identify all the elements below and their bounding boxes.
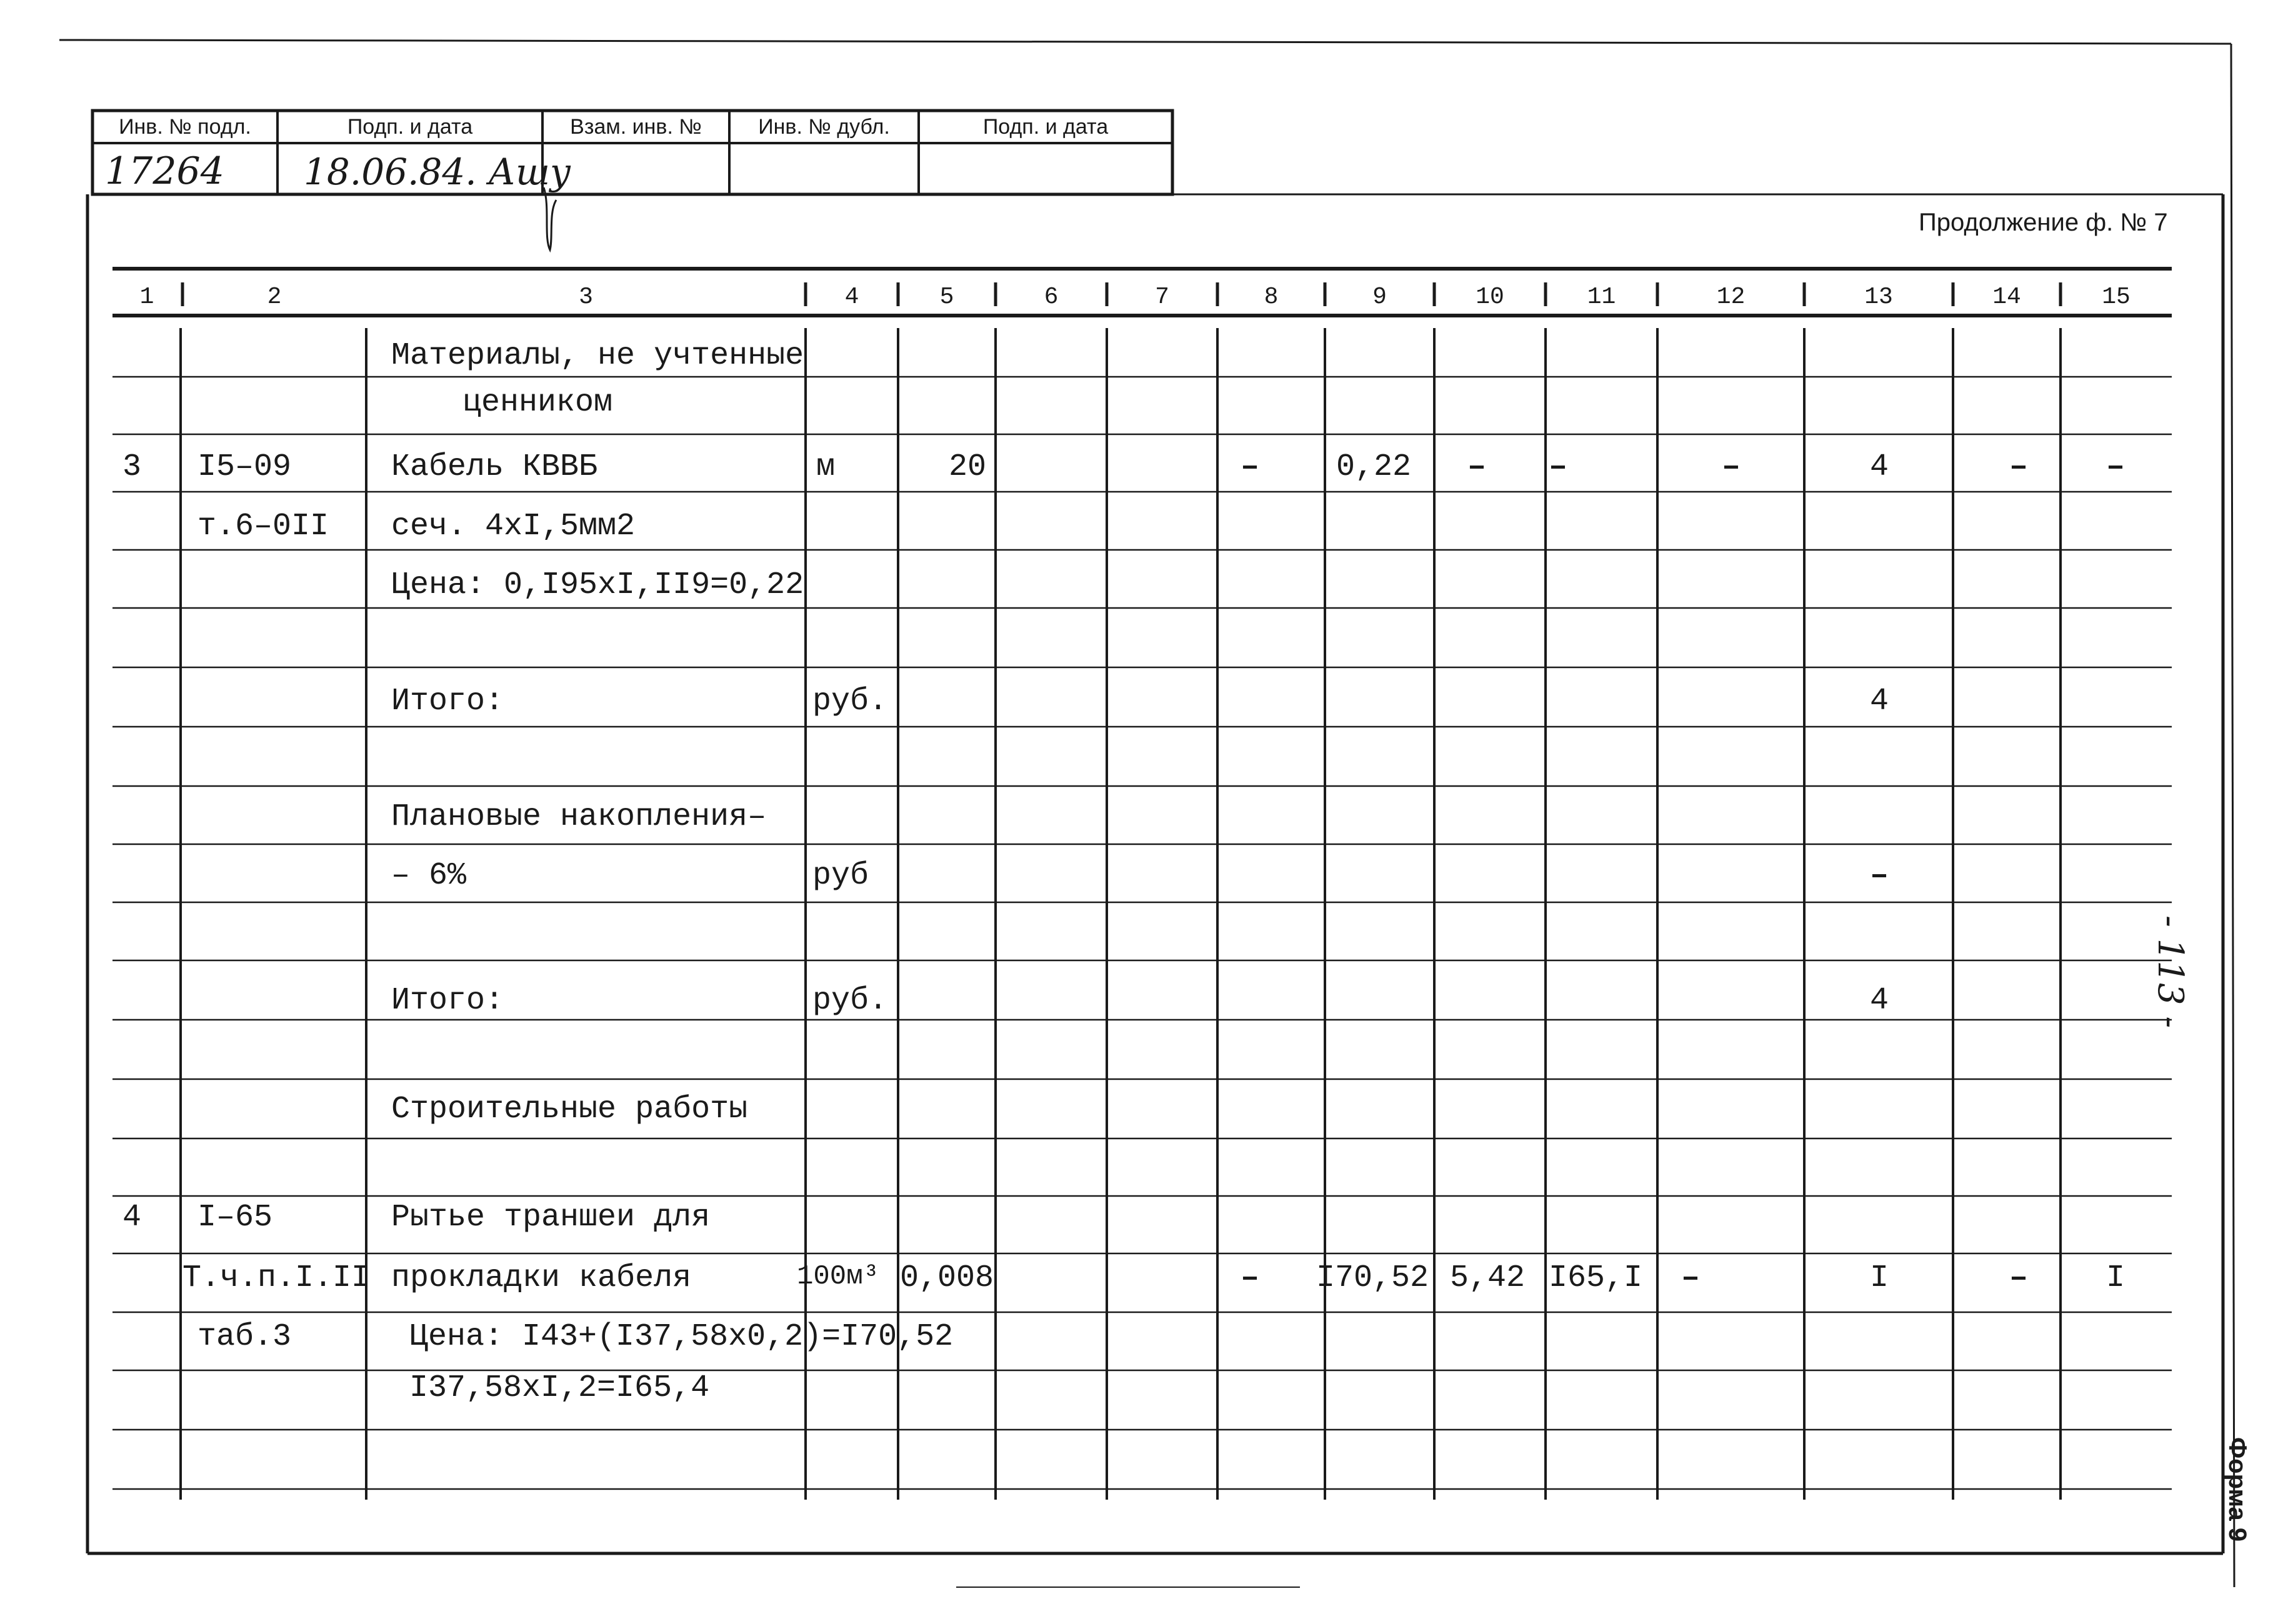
cell-r12-c4: руб.: [812, 983, 888, 1019]
col-header-2: 2: [267, 284, 282, 311]
cell-r9-c3: Плановые накопления–: [391, 799, 767, 835]
cell-r10-c3: – 6%: [391, 858, 467, 894]
cell-r3-c4: м: [816, 449, 836, 485]
col-header-1: 1: [139, 284, 154, 311]
stamp-header-signed-date-2: Подп. и дата: [982, 115, 1109, 139]
continuation-note: Продолжение ф. № 7: [1919, 209, 2168, 236]
col-header-4: 4: [844, 284, 859, 311]
col-header-8: 8: [1264, 284, 1279, 311]
stamp-date-signed: 18.06.84. Ашу: [304, 151, 571, 193]
col-header-14: 14: [1992, 284, 2021, 311]
cell-r3-c9: 0,22: [1336, 449, 1412, 485]
cell-r17-c14: –: [2009, 1260, 2029, 1296]
cell-r12-c13: 4: [1870, 983, 1889, 1019]
cell-r14-c3: Строительные работы: [391, 1092, 748, 1127]
cell-r17-c4: 100м³: [797, 1261, 880, 1292]
cell-r3-c15: –: [2106, 449, 2126, 485]
stamp-header-signed-date: Подп. и дата: [347, 115, 473, 139]
cell-r19-c3: I37,58хI,2=I65,4: [409, 1370, 710, 1406]
cell-r7-c4: руб.: [812, 684, 888, 719]
cell-r16-c2: I–65: [197, 1200, 273, 1235]
col-header-3: 3: [579, 284, 593, 311]
cell-r10-c13: –: [1870, 858, 1889, 894]
col-header-9: 9: [1372, 284, 1387, 311]
cell-r3-c14: –: [2009, 449, 2029, 485]
cell-r7-c13: 4: [1870, 684, 1889, 719]
cell-r3-c1: 3: [122, 449, 142, 485]
cell-r16-c1: 4: [122, 1200, 142, 1235]
col-header-7: 7: [1155, 284, 1169, 311]
cell-r17-c10: 5,42: [1450, 1260, 1526, 1296]
col-header-11: 11: [1587, 284, 1616, 311]
cell-r5-c3: Цена: 0,I95хI,II9=0,22: [391, 567, 804, 603]
cell-r17-c2: Т.ч.п.I.II: [182, 1260, 371, 1296]
cell-r3-c5: 20: [949, 449, 987, 485]
stamp-header-dup-inv: Инв. № дубл.: [758, 115, 890, 139]
cell-r3-c13: 4: [1870, 449, 1889, 485]
cell-r3-c12: –: [1722, 449, 1741, 485]
cell-r12-c3: Итого:: [391, 983, 504, 1019]
form-label: Форма 9: [2224, 1437, 2251, 1542]
cell-r2-c3: ценником: [462, 385, 613, 421]
cell-r18-c3: Цена: I43+(I37,58х0,2)=I70,52: [409, 1319, 954, 1355]
cell-r3-c8: –: [1241, 449, 1260, 485]
cell-r10-c4: руб: [812, 858, 869, 894]
cell-r17-c9: I70,52: [1316, 1260, 1429, 1296]
col-header-5: 5: [939, 284, 954, 311]
side-page-number: - 113 -: [2150, 915, 2191, 1029]
cell-r16-c3: Рытье траншеи для: [391, 1200, 711, 1235]
cell-r17-c12: –: [1681, 1260, 1701, 1296]
cell-r3-c2: I5–09: [197, 449, 292, 485]
cell-r17-c8: –: [1241, 1260, 1260, 1296]
cell-r3-c11: –: [1549, 449, 1568, 485]
cell-r17-c13: I: [1870, 1260, 1889, 1296]
cell-r18-c2: таб.3: [197, 1319, 292, 1355]
col-header-15: 15: [2102, 284, 2131, 311]
cell-r3-c10: –: [1467, 449, 1487, 485]
stamp-inv-no: 17264: [105, 149, 224, 193]
cell-r7-c3: Итого:: [391, 684, 504, 719]
cell-r17-c15: I: [2106, 1260, 2126, 1296]
cell-r17-c11: I65,I: [1549, 1260, 1643, 1296]
col-header-6: 6: [1044, 284, 1059, 311]
stamp-header-inv-no: Инв. № подл.: [119, 115, 251, 139]
cell-r3-c3: Кабель КВВБ: [391, 449, 598, 485]
cell-r4-c2: т.6–0II: [197, 509, 329, 544]
col-header-12: 12: [1716, 284, 1746, 311]
cell-r17-c5: 0,008: [900, 1260, 994, 1296]
stamp-header-replace-inv: Взам. инв. №: [570, 115, 702, 139]
col-header-10: 10: [1476, 284, 1504, 311]
cell-r4-c3: сеч. 4хI,5мм2: [391, 509, 636, 544]
cell-r1-c3: Материалы, не учтенные: [391, 338, 804, 374]
col-header-13: 13: [1864, 284, 1893, 311]
cell-r17-c3: прокладки кабеля: [391, 1260, 692, 1296]
